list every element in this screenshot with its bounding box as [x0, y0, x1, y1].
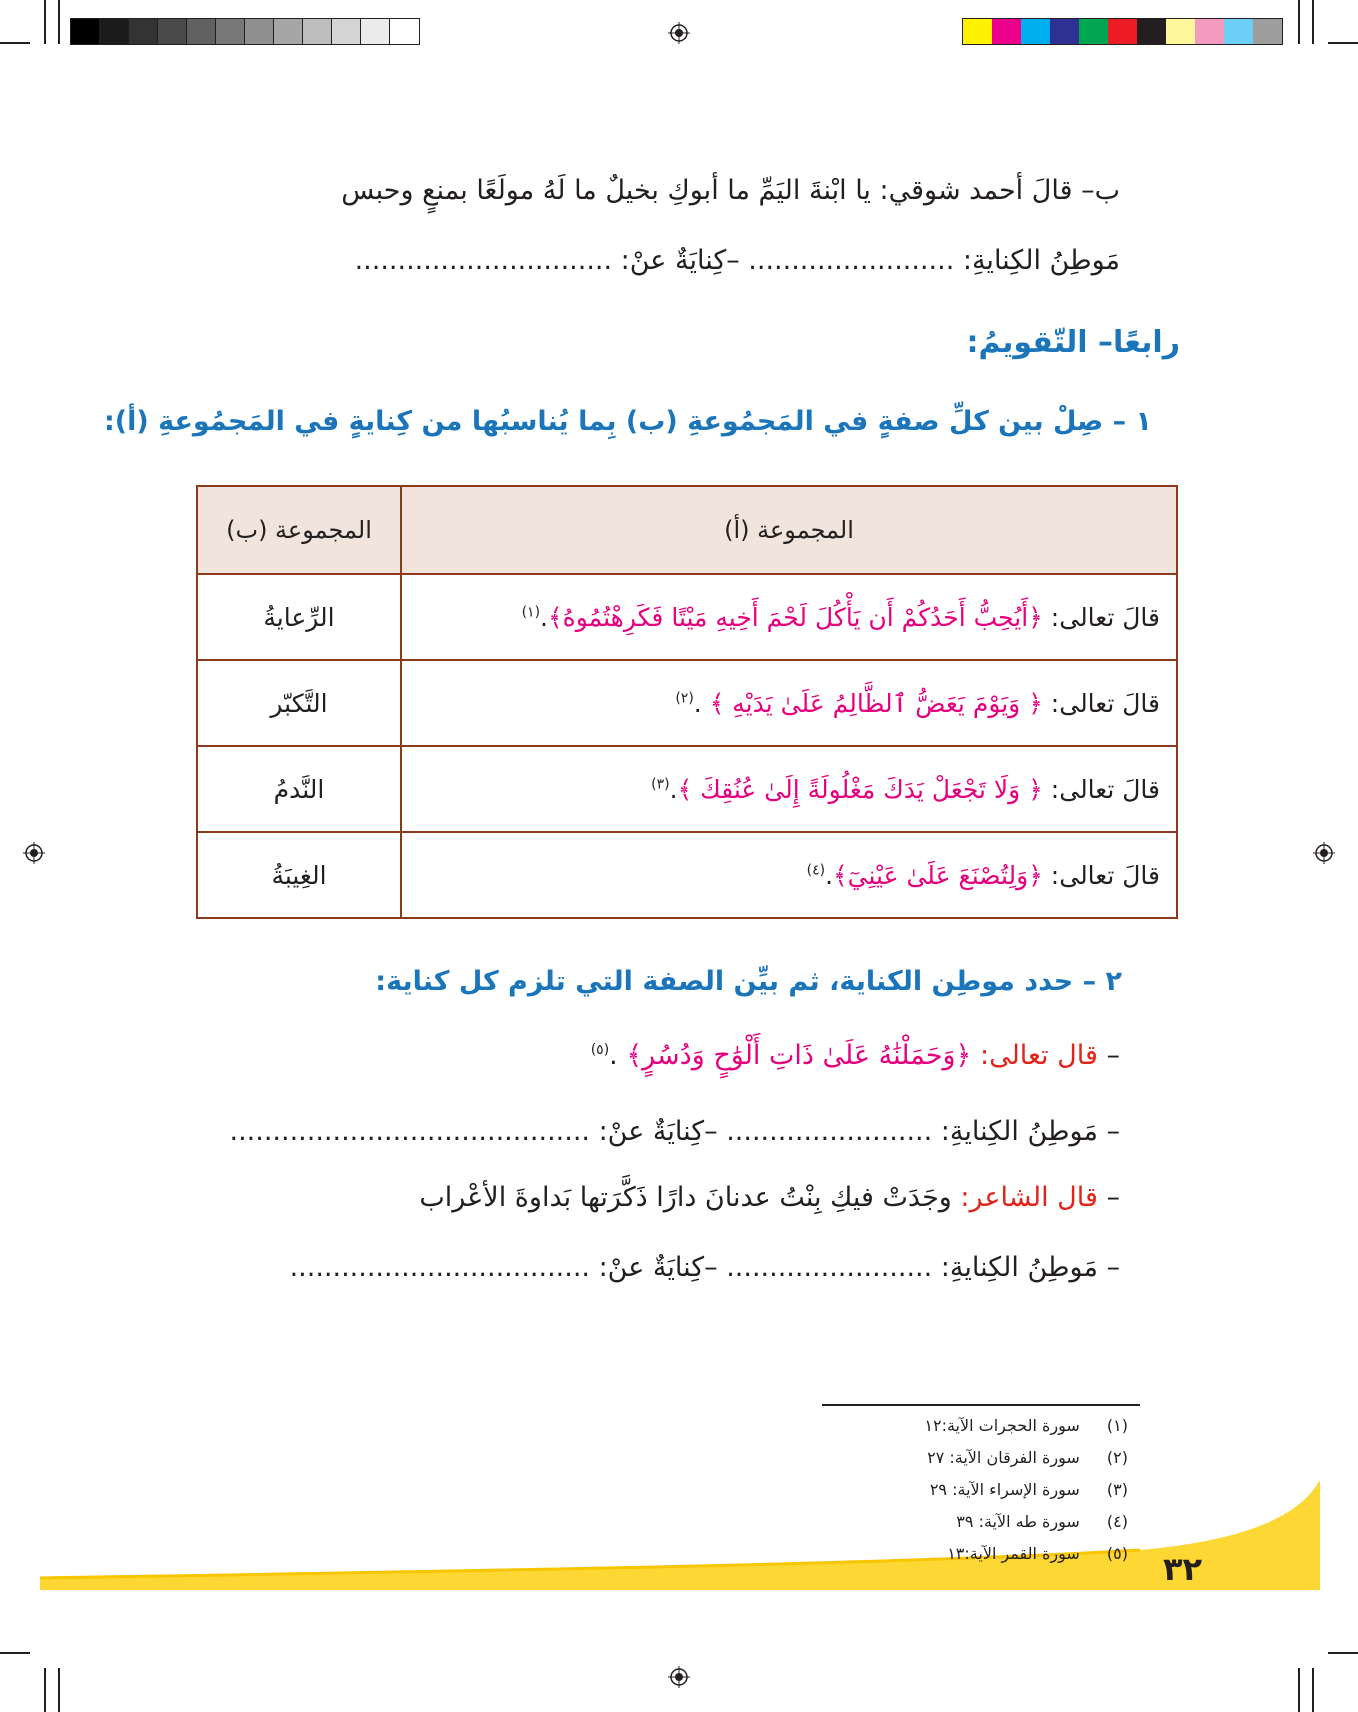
footnote: (٢) سورة الفرقان الآية: ٢٧	[927, 1448, 1128, 1467]
question-2: ٢ – حدد موطِن الكناية، ثم بيِّن الصفة التي تلزم كل كناية:	[375, 966, 1122, 997]
row-verse-cell: قالَ تعالى: ﴿وَلِتُصْنَعَ عَلَىٰ عَيْنِيٓ﴾.$^{(٤)}$	[401, 832, 1177, 918]
q2-answer-2: – مَوطِنُ الكِنايةِ: ........................ –كِنايَةٌ عنْ: ...................................	[289, 1252, 1120, 1283]
quran-verse: ﴿ وَيَوْمَ يَعَضُّ ٱلظَّالِمُ عَلَىٰ يَدَيْهِ ﴾	[709, 688, 1043, 718]
registration-mark-icon	[668, 22, 690, 44]
registration-mark-icon	[23, 842, 45, 864]
grayscale-bar	[70, 18, 420, 45]
table-row	[197, 832, 1177, 918]
header-group-a: المجموعة (أ)	[401, 486, 1177, 574]
footnote: (٣) سورة الإسراء الآية: ٢٩	[929, 1480, 1128, 1499]
row-verse-cell: قالَ تعالى: ﴿أَيُحِبُّ أَحَدُكُمْ أَن يَأْكُلَ لَحْمَ أَخِيهِ مَيْتًا فَكَرِهْتُمُوهُ﴾.$^{(١)}$	[401, 574, 1177, 660]
footnote-ref: (٥)	[590, 1042, 610, 1058]
header-group-b: المجموعة (ب)	[197, 486, 401, 574]
q2-poem-line: – قال الشاعر: وجَدَتْ فيكِ بِنْتُ عدنانَ دارًا ذَكَّرَتها بَداوةَ الأعْراب	[419, 1182, 1120, 1213]
footnote: (٥) سورة القمر الآية:١٣	[947, 1544, 1128, 1563]
q2-answer-1: – مَوطِنُ الكِنايةِ: ........................ –كِنايَةٌ عنْ: ..........................................	[229, 1116, 1120, 1147]
quran-verse: ﴿ وَلَا تَجْعَلْ يَدَكَ مَغْلُولَةً إِلَىٰ عُنُقِكَ ﴾	[677, 774, 1043, 804]
footnote-divider	[822, 1404, 1140, 1406]
matching-table	[196, 485, 1178, 919]
color-bar	[962, 18, 1283, 45]
row-trait-cell: الغِيبَةُ	[197, 832, 401, 918]
table-header-row	[197, 486, 1177, 574]
q2-verse-line: – قال تعالى: ﴿وَحَمَلْنَٰهُ عَلَىٰ ذَاتِ أَلْوَٰحٍ وَدُسُرٍ﴾ .$^{(٥)}$	[590, 1040, 1120, 1071]
row-verse-cell: قالَ تعالى: ﴿ وَلَا تَجْعَلْ يَدَكَ مَغْلُولَةً إِلَىٰ عُنُقِكَ ﴾.$^{(٣)}$	[401, 746, 1177, 832]
verse-b-line: ب– قالَ أحمد شوقي: يا ابْنةَ اليَمِّ ما أبوكِ بخيلٌ ما لَهُ مولَعًا بمنعٍ وحبس	[341, 175, 1120, 206]
table-row	[197, 746, 1177, 832]
verse-b-answer-line: مَوطِنُ الكِنايةِ: ........................ –كِنايَةٌ عنْ: ..............................	[354, 245, 1120, 276]
row-verse-cell: قالَ تعالى: ﴿ وَيَوْمَ يَعَضُّ ٱلظَّالِمُ عَلَىٰ يَدَيْهِ ﴾ .$^{(٢)}$	[401, 660, 1177, 746]
page-band	[0, 1480, 1358, 1590]
question-1: ١ – صِلْ بين كلِّ صفةٍ في المَجمُوعةِ (ب) بِما يُناسبُها من كِنايةٍ في المَجمُوعةِ (أ):	[103, 406, 1152, 437]
section-title: رابعًا– التّقويمُ:	[966, 325, 1180, 360]
quran-verse: ﴿وَحَمَلْنَٰهُ عَلَىٰ ذَاتِ أَلْوَٰحٍ وَدُسُرٍ﴾	[626, 1040, 972, 1071]
verse-label: قال تعالى:	[971, 1040, 1098, 1071]
footnote-ref: (١)	[521, 604, 541, 621]
poet-label: قال الشاعر:	[951, 1182, 1098, 1213]
row-trait-cell: الرِّعايةُ	[197, 574, 401, 660]
footnote-ref: (٣)	[651, 776, 670, 793]
table-row	[197, 660, 1177, 746]
registration-mark-icon	[1313, 842, 1335, 864]
page-number: ٣٢	[1163, 1550, 1203, 1588]
footnote-ref: (٢)	[675, 690, 694, 707]
quran-verse: ﴿وَلِتُصْنَعَ عَلَىٰ عَيْنِيٓ﴾	[833, 860, 1043, 890]
row-trait-cell: التَّكبّر	[197, 660, 401, 746]
registration-mark-icon	[668, 1666, 690, 1688]
table-row	[197, 574, 1177, 660]
footnote: (١) سورة الحجرات الآية:١٢	[924, 1416, 1128, 1435]
footnote-ref: (٤)	[806, 862, 826, 879]
quran-verse: ﴿أَيُحِبُّ أَحَدُكُمْ أَن يَأْكُلَ لَحْمَ أَخِيهِ مَيْتًا فَكَرِهْتُمُوهُ﴾	[547, 602, 1043, 632]
row-trait-cell: النَّدمُ	[197, 746, 401, 832]
footnote: (٤) سورة طه الآية: ٣٩	[956, 1512, 1128, 1531]
